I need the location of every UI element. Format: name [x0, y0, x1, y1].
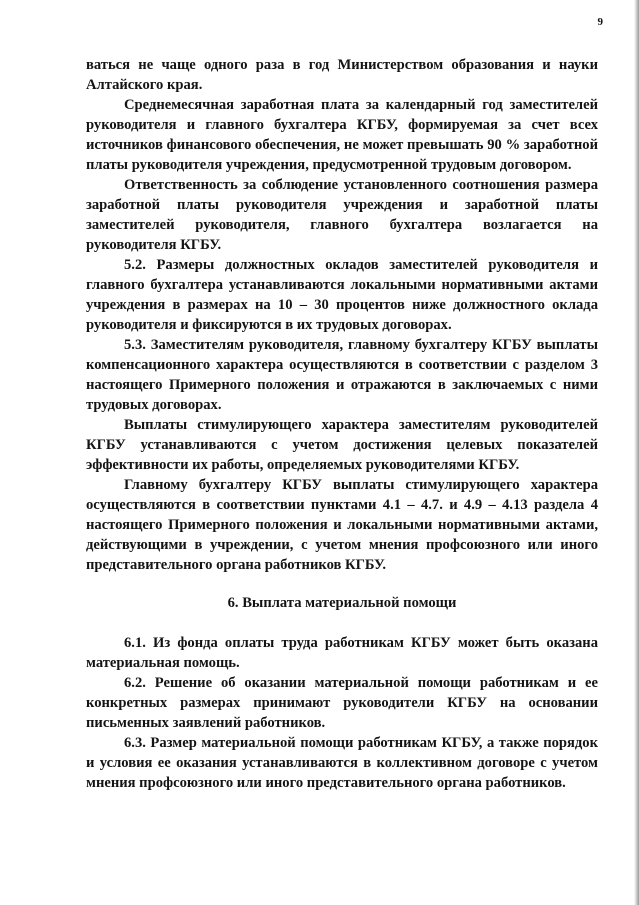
paragraph-6-3: 6.3. Размер материальной помощи работникам КГБУ, а также порядок и условия ее оказания устанавливаются в коллективном договоре с учетом мнения профсоюзного или иного представительного органа работников.: [86, 735, 598, 791]
paragraph-average-salary: Среднемесячная заработная плата за календарный год заместителей руководителя и главного бухгалтера КГБУ, формируемая за счет всех источников финансового обеспечения, не может превышать 90 % заработной платы руководителя учреждения, предусмотренной трудовым договором.: [86, 97, 598, 173]
section-heading: 6. Выплата материальной помощи: [227, 595, 457, 611]
scan-edge-shadow: [634, 0, 639, 905]
paragraph-5-2: 5.2. Размеры должностных окладов заместителей руководителя и главного бухгалтера устанавливаются локальными нормативными актами учреждения в размерах на 10 – 30 процентов ниже должностного оклада руководителя и фиксируются в их трудовых договорах.: [86, 257, 598, 333]
paragraph-6-2: 6.2. Решение об оказании материальной помощи работникам и ее конкретных размерах принимают руководители КГБУ на основании письменных заявлений работников.: [86, 675, 598, 731]
page-number: 9: [597, 16, 603, 28]
paragraph-responsibility: Ответственность за соблюдение установленного соотношения размера заработной платы руководителя учреждения и заработной платы заместителей руководителя, главного бухгалтера возлагается на руководителя КГБУ.: [86, 177, 598, 253]
paragraph-6-1: 6.1. Из фонда оплаты труда работникам КГБУ может быть оказана материальная помощь.: [86, 635, 598, 671]
document-body: [86, 55, 598, 793]
paragraph-incentive-deputies: Выплаты стимулирующего характера заместителям руководителей КГБУ устанавливаются с учетом достижения целевых показателей эффективности их работы, определяемых руководителями КГБУ.: [86, 417, 598, 473]
paragraph-continuation: ваться не чаще одного раза в год Министерством образования и науки Алтайского края.: [86, 57, 598, 93]
paragraph-incentive-chief-accountant: Главному бухгалтеру КГБУ выплаты стимулирующего характера осуществляются в соответствии пунктами 4.1 – 4.7. и 4.9 – 4.13 раздела 4 настоящего Примерного положения и локальными нормативными актами, действующими в учреждении, с учетом мнения профсоюзного или иного представительного органа работников КГБУ.: [86, 477, 598, 573]
paragraph-5-3: 5.3. Заместителям руководителя, главному бухгалтеру КГБУ выплаты компенсационного характера осуществляются в соответствии с разделом 3 настоящего Примерного положения и отражаются в заключаемых с ними трудовых договорах.: [86, 337, 598, 413]
